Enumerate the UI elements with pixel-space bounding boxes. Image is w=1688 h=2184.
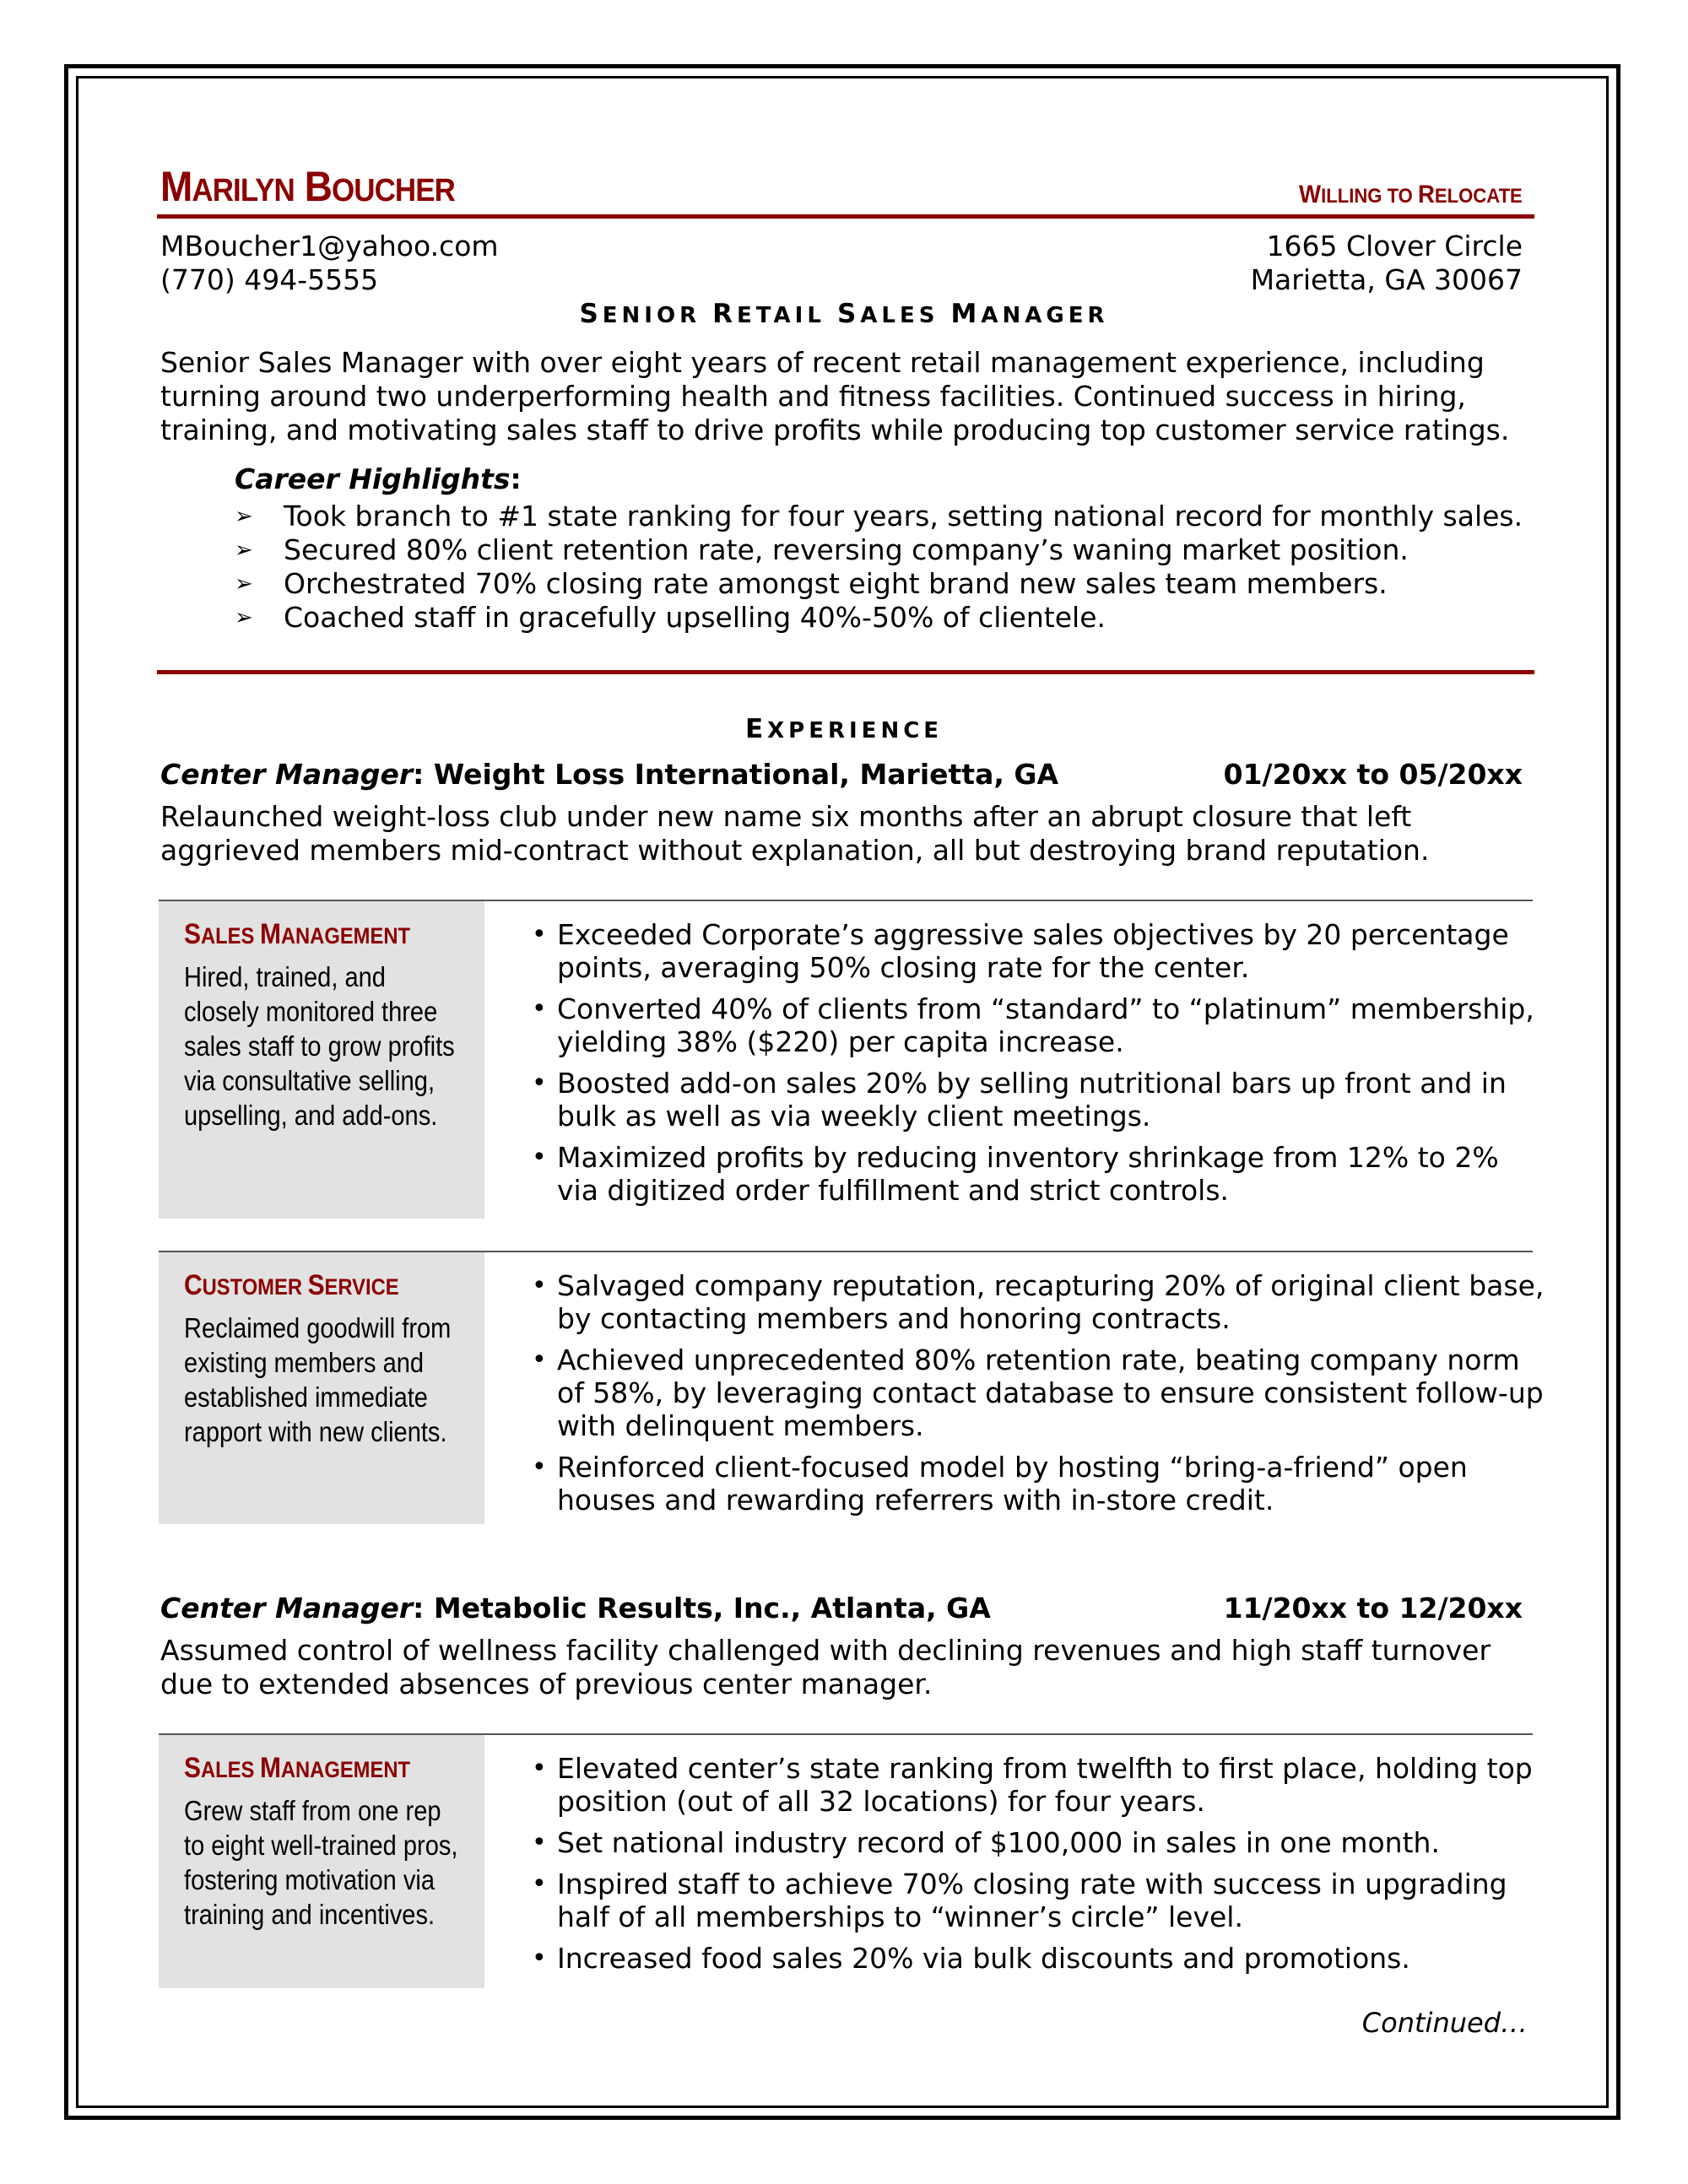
skill-summary: Reclaimed goodwill from existing members and established immediate rapport with new clients. [184, 1312, 452, 1447]
arrow-bullet-icon: ➢ [235, 504, 253, 529]
list-item: ➢ Secured 80% client retention rate, reversing company’s waning market position. [235, 533, 1409, 566]
career-highlights-heading: Career Highlights: [235, 462, 522, 495]
list-item: • Achieved unprecedented 80% retention rate, beating company norm of 58%, by leveraging contact database to ensure consistent follow-up with delinquent members. [532, 1343, 1545, 1442]
arrow-bullet-icon: ➢ [235, 605, 253, 630]
list-item: • Elevated center’s state ranking from twelfth to first place, holding top position (out of all 32 locations) for four years. [532, 1752, 1545, 1818]
achievement-list [532, 1752, 1545, 1983]
description-line: Assumed control of wellness facility challenged with declining revenues and high staff turnover [160, 1634, 1491, 1667]
list-item: • Exceeded Corporate’s aggressive sales objectives by 20 percentage points, averaging 50% closing rate for the center. [532, 918, 1545, 984]
job-dates: 01/20xx to 05/20xx [1223, 758, 1523, 791]
relocation-note: WILLING TO RELOCATE [1299, 181, 1523, 208]
job-description [160, 1634, 1545, 1701]
achievement-list [532, 918, 1545, 1215]
professional-summary [160, 346, 1545, 447]
summary-line: training, and motivating sales staff to drive profits while producing top customer service ratings. [160, 414, 1510, 446]
list-item: • Salvaged company reputation, recapturing 20% of original client base, by contacting members and honoring contracts. [532, 1269, 1545, 1335]
description-line: Relaunched weight-loss club under new name six months after an abrupt closure that left [160, 800, 1412, 833]
skill-sidebar [159, 1735, 484, 1988]
continued-note: Continued… [1361, 2007, 1528, 2039]
skill-sidebar [159, 1252, 484, 1524]
email-address: MBoucher1@yahoo.com [160, 230, 499, 262]
job-description [160, 800, 1545, 868]
summary-line: Senior Sales Manager with over eight years of recent retail management experience, including [160, 346, 1485, 379]
skill-summary: Grew staff from one rep to eight well-trained pros, fostering motivation via training and incentives. [184, 1795, 458, 1930]
skill-title: SALES MANAGEMENT [184, 918, 410, 950]
candidate-name: MARILYN BOUCHER [160, 163, 455, 210]
list-item: ➢ Coached staff in gracefully upselling 40%-50% of clientele. [235, 601, 1106, 634]
list-item: • Converted 40% of clients from “standard” to “platinum” membership, yielding 38% ($220) per capita increase. [532, 992, 1545, 1058]
list-item: ➢ Took branch to #1 state ranking for four years, setting national record for monthly sales. [235, 500, 1523, 532]
list-item: • Maximized profits by reducing inventory shrinkage from 12% to 2% via digitized order fulfillment and strict controls. [532, 1141, 1545, 1207]
list-item: • Set national industry record of $100,000 in sales in one month. [532, 1826, 1545, 1859]
arrow-bullet-icon: ➢ [235, 571, 253, 597]
description-line: aggrieved members mid-contract without explanation, all but destroying brand reputation. [160, 834, 1430, 867]
header-divider [157, 214, 1534, 219]
experience-heading: EXPERIENCE [744, 714, 944, 744]
list-item: • Boosted add-on sales 20% by selling nutritional bars up front and in bulk as well as via weekly client meetings. [532, 1067, 1545, 1133]
description-line: due to extended absences of previous center manager. [160, 1668, 933, 1700]
professional-title: SENIOR RETAIL SALES MANAGER [579, 299, 1109, 329]
phone-number: (770) 494-5555 [160, 263, 379, 296]
list-item: • Increased food sales 20% via bulk discounts and promotions. [532, 1942, 1545, 1975]
job-title: Center Manager: Metabolic Results, Inc., Atlanta, GA [160, 1592, 991, 1624]
skill-title: SALES MANAGEMENT [184, 1752, 410, 1784]
list-item: • Reinforced client-focused model by hosting “bring-a-friend” open houses and rewarding referrers with in-store credit. [532, 1451, 1545, 1516]
arrow-bullet-icon: ➢ [235, 538, 253, 563]
skill-sidebar [159, 901, 484, 1219]
job-title: Center Manager: Weight Loss International, Marietta, GA [160, 758, 1058, 791]
achievement-list [532, 1269, 1545, 1525]
skill-title: CUSTOMER SERVICE [184, 1269, 399, 1301]
section-divider [157, 670, 1534, 674]
skill-summary: Hired, trained, and closely monitored three sales staff to grow profits via consultative selling, upselling, and add-ons. [184, 961, 455, 1131]
street-address: 1665 Clover Circle [1266, 230, 1523, 262]
job-dates: 11/20xx to 12/20xx [1223, 1592, 1523, 1624]
list-item: • Inspired staff to achieve 70% closing rate with success in upgrading half of all memberships to “winner’s circle” level. [532, 1868, 1545, 1933]
city-state-zip: Marietta, GA 30067 [1250, 263, 1523, 296]
summary-line: turning around two underperforming health and fitness facilities. Continued success in hiring, [160, 380, 1466, 413]
career-highlights-list [235, 500, 1523, 635]
list-item: ➢ Orchestrated 70% closing rate amongst eight brand new sales team members. [235, 567, 1388, 600]
